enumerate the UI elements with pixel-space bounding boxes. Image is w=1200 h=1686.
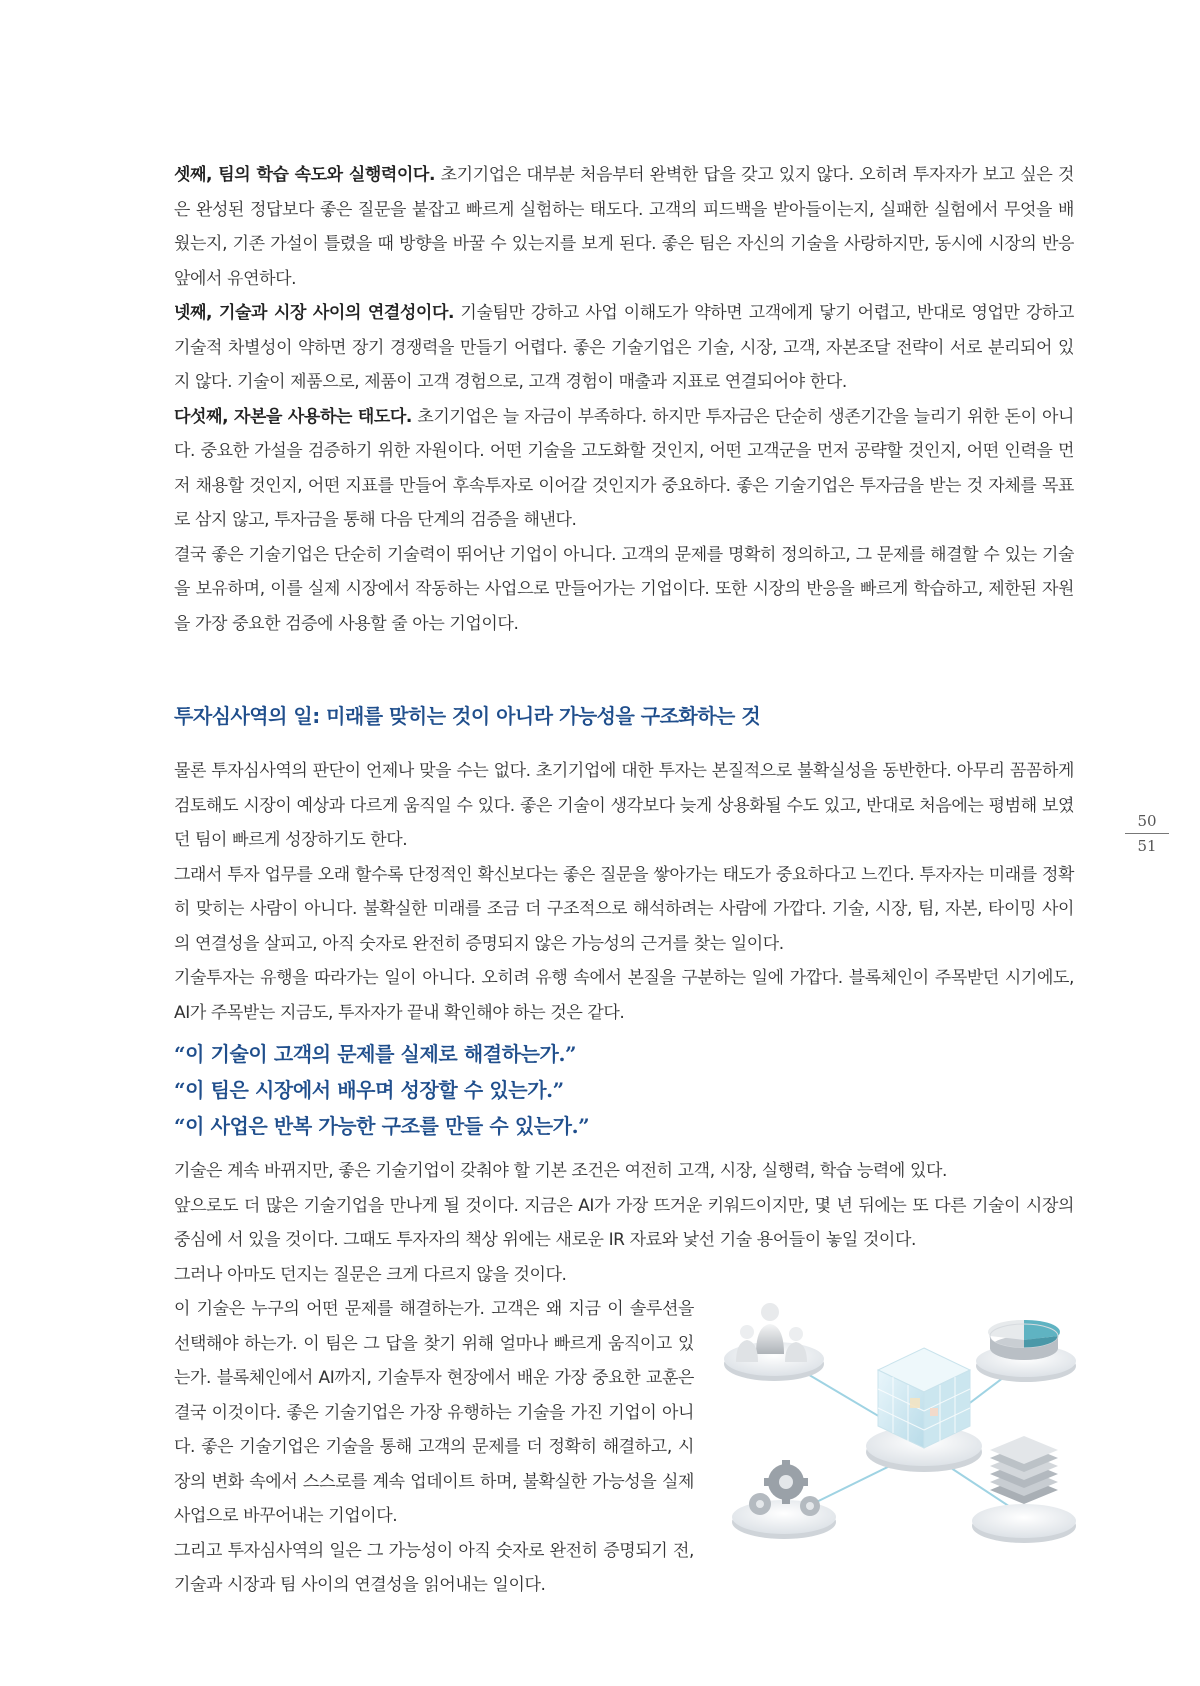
technology-network-illustration: [712, 1290, 1100, 1580]
section-heading: 투자심사역의 일: 미래를 맞히는 것이 아니라 가능성을 구조화하는 것: [174, 704, 761, 728]
paragraph: 그래서 투자 업무를 오래 할수록 단정적인 확신보다는 좋은 질문을 쌓아가는 태도가 중요하다고 느낀다. 투자자는 미래를 정확히 맞히는 사람이 아니다. 불확실한 미래를 조금 더 구조적으로 해석하려는 사람에 가깝다. 기술, 시장, 팀, 자본, 타이밍 사이의 연결성을 살피고, 아직 숫자로 완전히 증명되지 않은 가능성의 근거를 찾는 일이다.: [174, 864, 1074, 954]
paragraph: 그러나 아마도 던지는 질문은 크게 다르지 않을 것이다.: [174, 1264, 567, 1285]
paragraph-text: 초기기업은 늘 자금이 부족하다. 하지만 투자금은 단순히 생존기간을 늘리기 위한 돈이 아니다. 중요한 가설을 검증하기 위한 자원이다. 어떤 기술을 고도화할 것인지, 어떤 고객군을 먼저 공략할 것인지, 어떤 인력을 먼저 채용할 것인지, 어떤 지표를 만들어 후속투자로 이어갈 것인지가 중요하다. 좋은 기술기업은 투자금을 받는 것 자체를 목표로 삼지 않고, 투자금을 통해 다음 단계의 검증을 해낸다.: [174, 406, 1074, 530]
criterion-title: 다섯째, 자본을 사용하는 태도다.: [174, 406, 412, 427]
paragraph-fifth-criterion: [174, 400, 1074, 538]
paragraph: 그리고 투자심사역의 일은 그 가능성이 아직 숫자로 완전히 증명되기 전, 기술과 시장과 팀 사이의 연결성을 읽어내는 일이다.: [174, 1540, 694, 1595]
paragraph-text: 기술팀만 강하고 사업 이해도가 약하면 고객에게 닿기 어렵고, 반대로 영업만 강하고 기술적 차별성이 약하면 장기 경쟁력을 만들기 어렵다. 좋은 기술기업은 기술, 시장, 고객, 자본조달 전략이 서로 분리되어 있지 않다. 기술이 제품으로, 제품이 고객 경험으로, 고객 경험이 매출과 지표로 연결되어야 한다.: [174, 303, 1074, 392]
illustration-graphic: [712, 1290, 1100, 1580]
body-section-final: [174, 1292, 694, 1603]
page-numbers: [1125, 812, 1169, 855]
cube-grid-icon: [866, 1348, 982, 1472]
paragraph-third-criterion: [174, 158, 1074, 296]
stacked-layers-icon: [972, 1436, 1076, 1543]
paragraph: 물론 투자심사역의 판단이 언제나 맞을 수는 없다. 초기기업에 대한 투자는 본질적으로 불확실성을 동반한다. 아무리 꼼꼼하게 검토해도 시장이 예상과 다르게 움직일 수 있다. 좋은 기술이 생각보다 늦게 상용화될 수도 있고, 반대로 처음에는 평범해 보였던 팀이 빠르게 성장하기도 한다.: [174, 761, 1074, 850]
page-number-right: 51: [1137, 837, 1157, 855]
paragraph-fourth-criterion: [174, 296, 1074, 400]
quote-line: “이 기술이 고객의 문제를 실제로 해결하는가.”: [174, 1042, 577, 1066]
criterion-title: 셋째, 팀의 학습 속도와 실행력이다.: [174, 165, 436, 185]
quote-line: “이 팀은 시장에서 배우며 성장할 수 있는가.”: [174, 1078, 564, 1102]
paragraph-text: 초기기업은 대부분 처음부터 완벽한 답을 갖고 있지 않다. 오히려 투자자가 보고 싶은 것은 완성된 정답보다 좋은 질문을 붙잡고 빠르게 실험하는 태도다. 고객의 피드백을 받아들이는지, 실패한 실험에서 무엇을 배웠는지, 기존 가설이 틀렸을 때 방향을 바꿀 수 있는지를 보게 된다. 좋은 팀은 자신의 기술을 사랑하지만, 동시에 시장의 반응 앞에서 유연하다.: [174, 165, 1074, 289]
paragraph: 이 기술은 누구의 어떤 문제를 해결하는가. 고객은 왜 지금 이 솔루션을 선택해야 하는가. 이 팀은 그 답을 찾기 위해 얼마나 빠르게 움직이고 있는가. 블록체인에서 AI까지, 기술투자 현장에서 배운 가장 중요한 교훈은 결국 이것이다. 좋은 기술기업은 가장 유행하는 기술을 가진 기업이 아니다. 좋은 기술기업은 기술을 통해 고객의 문제를 더 정확히 해결하고, 시장의 변화 속에서 스스로를 계속 업데이트 하며, 불확실한 가능성을 실제 사업으로 바꾸어내는 기업이다.: [174, 1299, 694, 1526]
body-section-investor-role: [174, 754, 1074, 1030]
paragraph: 기술은 계속 바뀌지만, 좋은 기술기업이 갖춰야 할 기본 조건은 여전히 고객, 시장, 실행력, 학습 능력에 있다.: [174, 1161, 947, 1181]
body-section-closing: [174, 1154, 1074, 1292]
key-questions-quotes: [174, 1036, 1074, 1144]
page-number-left: 50: [1125, 812, 1169, 834]
body-section-criteria: [174, 158, 1074, 641]
criterion-title: 넷째, 기술과 시장 사이의 연결성이다.: [174, 303, 455, 323]
paragraph: 앞으로도 더 많은 기술기업을 만나게 될 것이다. 지금은 AI가 가장 뜨거운 키워드이지만, 몇 년 뒤에는 또 다른 기술이 시장의 중심에 서 있을 것이다. 그때도 투자자의 책상 위에는 새로운 IR 자료와 낯선 기술 용어들이 놓일 것이다.: [174, 1195, 1074, 1250]
paragraph: 기술투자는 유행을 따라가는 일이 아니다. 오히려 유행 속에서 본질을 구분하는 일에 가깝다. 블록체인이 주목받던 시기에도, AI가 주목받는 지금도, 투자자가 끝내 확인해야 하는 것은 같다.: [174, 968, 1074, 1023]
quote-line: “이 사업은 반복 가능한 구조를 만들 수 있는가.”: [174, 1114, 590, 1138]
pie-chart-icon: [976, 1320, 1076, 1382]
people-icon: [724, 1303, 824, 1381]
paragraph-conclusion: 결국 좋은 기술기업은 단순히 기술력이 뛰어난 기업이 아니다. 고객의 문제를 명확히 정의하고, 그 문제를 해결할 수 있는 기술을 보유하며, 이를 실제 시장에서 작동하는 사업으로 만들어가는 기업이다. 또한 시장의 반응을 빠르게 학습하고, 제한된 자원을 가장 중요한 검증에 사용할 줄 아는 기업이다.: [174, 544, 1074, 634]
